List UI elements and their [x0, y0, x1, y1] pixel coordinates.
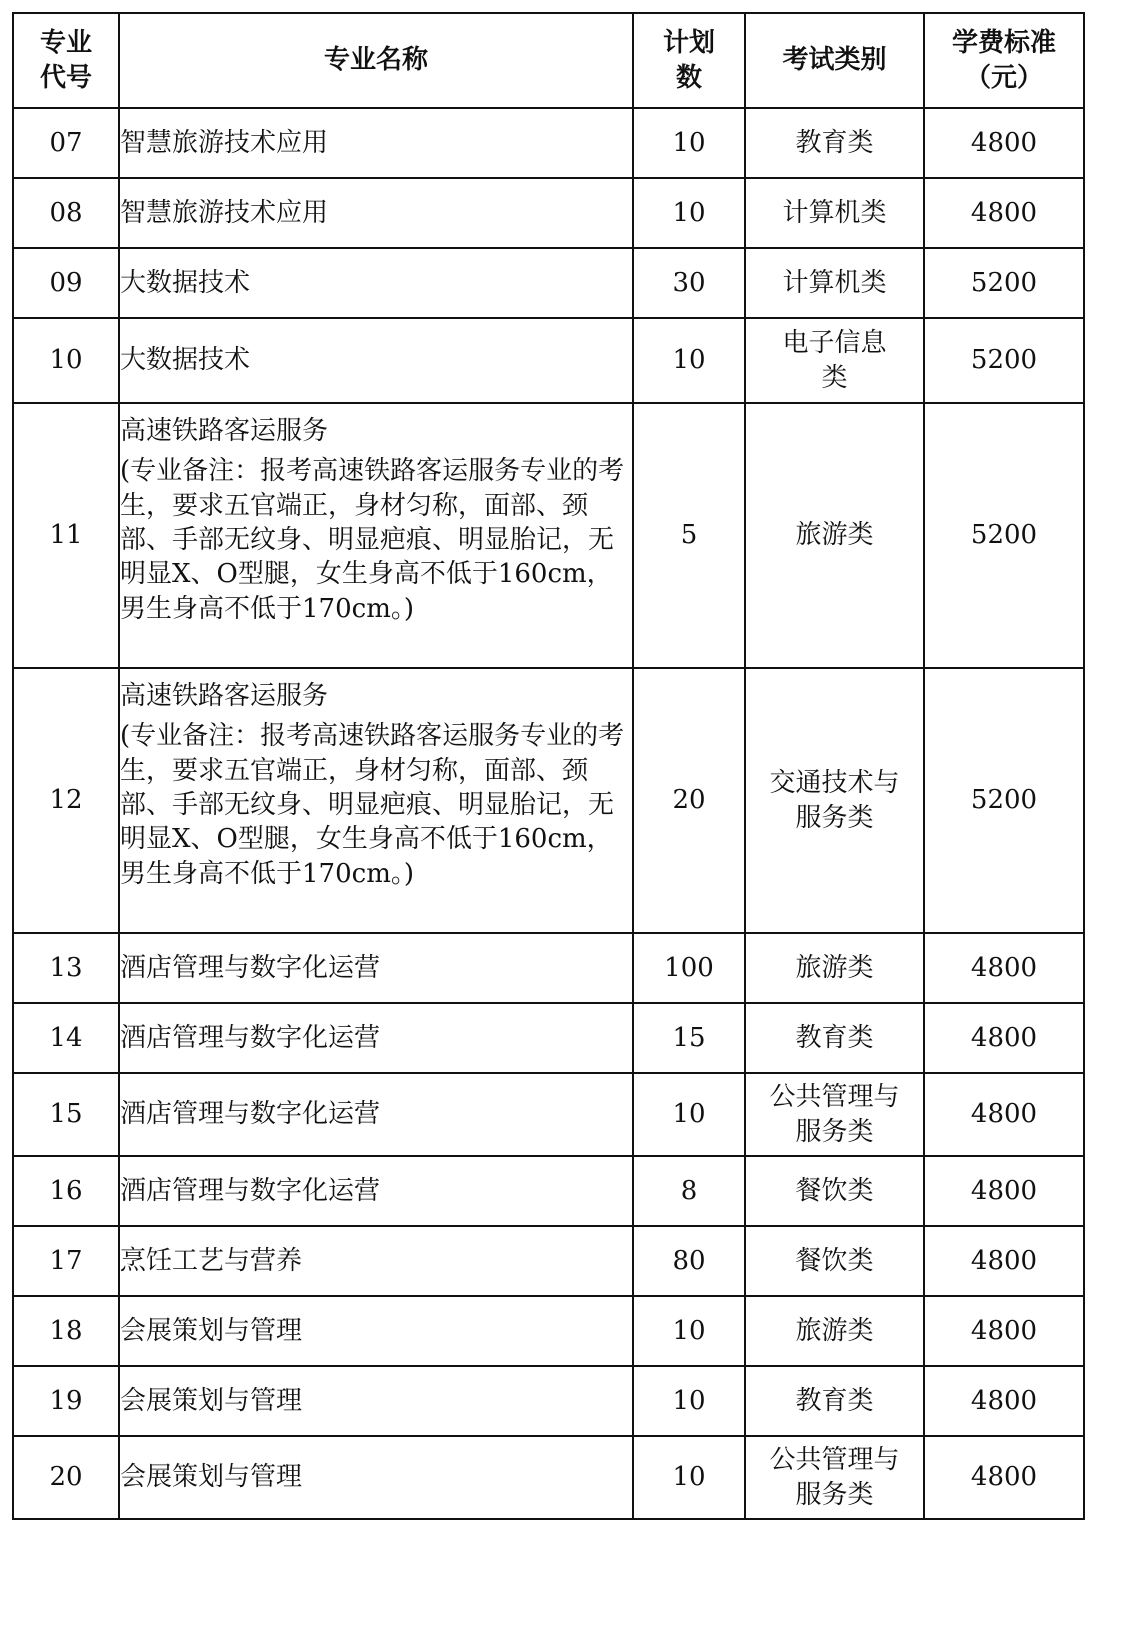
cell-code: [13, 178, 119, 248]
cell-plan: [633, 1226, 745, 1296]
header-tuition: 学费标准 （元）: [924, 13, 1084, 108]
cell-major-name: [119, 1296, 633, 1366]
exam-category-line: 电子信息: [782, 328, 887, 359]
exam-category: [769, 766, 899, 835]
major-note: (专业备注：报考高速铁路客运服务专业的考生，要求五官端正，身材匀称，面部、颈部、手部无纹身、明显疤痕、明显胎记，无明显X、O型腿，女生身高不低于160cm，男生身高不低于170cm。): [120, 721, 625, 889]
cell-plan: [633, 668, 745, 933]
exam-category-line: 教育类: [795, 1385, 874, 1416]
exam-category: [795, 518, 873, 552]
cell-tuition: [924, 318, 1084, 403]
cell-tuition: [924, 108, 1084, 178]
exam-category: [795, 1174, 873, 1208]
table-row: [13, 668, 1084, 933]
tuition-fee: 5200: [970, 267, 1038, 298]
major-code: 13: [49, 952, 83, 983]
tuition-fee: 4800: [970, 1175, 1038, 1206]
exam-category-line: 教育类: [795, 127, 874, 158]
cell-major-name: [119, 933, 633, 1003]
cell-tuition: [924, 1156, 1084, 1226]
tuition-fee: 4800: [970, 1385, 1038, 1416]
cell-plan: [633, 108, 745, 178]
table-row: [13, 318, 1084, 403]
cell-plan: [633, 1156, 745, 1226]
cell-major-name: [119, 668, 633, 933]
table-row: [13, 933, 1084, 1003]
header-exam-category: 考试类别: [745, 13, 924, 108]
table-row: [13, 1296, 1084, 1366]
exam-category-line: 旅游类: [795, 952, 874, 983]
table-row: [13, 403, 1084, 668]
cell-code: [13, 1366, 119, 1436]
cell-category: [745, 1296, 924, 1366]
exam-category: [795, 126, 873, 160]
table-row: [13, 1073, 1084, 1156]
cell-major-name: [119, 1156, 633, 1226]
exam-category-line: 餐饮类: [795, 1175, 874, 1206]
cell-tuition: [924, 1073, 1084, 1156]
plan-count: 10: [672, 1315, 706, 1346]
cell-category: [745, 1366, 924, 1436]
tuition-fee: 5200: [970, 345, 1038, 376]
major-code: 07: [49, 127, 83, 158]
cell-tuition: [924, 248, 1084, 318]
major-code: 14: [49, 1022, 83, 1053]
plan-count: 10: [672, 127, 706, 158]
cell-major-name: [119, 1366, 633, 1436]
cell-tuition: [924, 1436, 1084, 1519]
cell-plan: [633, 1003, 745, 1073]
cell-tuition: [924, 403, 1084, 668]
cell-tuition: [924, 933, 1084, 1003]
exam-category-line: 旅游类: [795, 1315, 874, 1346]
cell-category: [745, 318, 924, 403]
tuition-fee: 4800: [970, 197, 1038, 228]
cell-category: [745, 1436, 924, 1519]
major-name: 会展策划与管理: [120, 1385, 303, 1416]
major-name: 烹饪工艺与营养: [120, 1245, 303, 1276]
tuition-fee: 4800: [970, 952, 1038, 983]
cell-code: [13, 403, 119, 668]
exam-category: [795, 951, 873, 985]
major-code: 09: [49, 267, 83, 298]
cell-plan: [633, 933, 745, 1003]
major-name: 酒店管理与数字化运营: [120, 1022, 381, 1053]
tuition-fee: 5200: [970, 785, 1038, 816]
cell-code: [13, 248, 119, 318]
table-row: [13, 248, 1084, 318]
cell-code: [13, 1226, 119, 1296]
major-name: 酒店管理与数字化运营: [120, 1099, 381, 1130]
major-name: 酒店管理与数字化运营: [120, 952, 381, 983]
plan-count: 100: [664, 952, 714, 983]
table-row: [13, 1436, 1084, 1519]
cell-category: [745, 403, 924, 668]
cell-plan: [633, 1073, 745, 1156]
cell-code: [13, 933, 119, 1003]
cell-category: [745, 1226, 924, 1296]
exam-category-line: 服务类: [795, 1479, 874, 1510]
tuition-fee: 4800: [970, 1099, 1038, 1130]
table-row: [13, 1226, 1084, 1296]
major-name: 大数据技术: [120, 345, 251, 376]
plan-count: 10: [672, 1385, 706, 1416]
major-name: 智慧旅游技术应用: [120, 127, 329, 158]
cell-tuition: [924, 1226, 1084, 1296]
exam-category-line: 交通技术与: [769, 768, 900, 799]
cell-tuition: [924, 1296, 1084, 1366]
plan-count: 10: [672, 1462, 706, 1493]
major-name: 会展策划与管理: [120, 1315, 303, 1346]
exam-category: [769, 1080, 899, 1149]
cell-major-name: [119, 248, 633, 318]
plan-count: 80: [672, 1245, 706, 1276]
exam-category-line: 旅游类: [795, 520, 874, 551]
cell-major-name: [119, 1073, 633, 1156]
major-code: 12: [49, 785, 83, 816]
plan-count: 8: [680, 1175, 698, 1206]
major-code: 10: [49, 345, 83, 376]
cell-tuition: [924, 1003, 1084, 1073]
plan-count: 20: [672, 785, 706, 816]
table-row: [13, 178, 1084, 248]
tuition-fee: 4800: [970, 1245, 1038, 1276]
exam-category: [795, 1314, 873, 1348]
cell-major-name: [119, 403, 633, 668]
cell-category: [745, 1156, 924, 1226]
cell-plan: [633, 178, 745, 248]
cell-plan: [633, 1436, 745, 1519]
table-row: [13, 1156, 1084, 1226]
cell-major-name: [119, 108, 633, 178]
exam-category: [795, 1244, 873, 1278]
exam-category: [769, 1443, 899, 1512]
major-name: 智慧旅游技术应用: [120, 197, 329, 228]
plan-count: 30: [672, 267, 706, 298]
cell-code: [13, 1296, 119, 1366]
exam-category: [782, 196, 886, 230]
cell-major-name: [119, 318, 633, 403]
tuition-fee: 4800: [970, 127, 1038, 158]
tuition-fee: 4800: [970, 1022, 1038, 1053]
major-code: 19: [49, 1385, 83, 1416]
exam-category-line: 服务类: [795, 1116, 874, 1147]
header-row: [13, 13, 1084, 108]
exam-category-line: 教育类: [795, 1022, 874, 1053]
exam-category-line: 计算机类: [782, 197, 887, 228]
cell-category: [745, 1073, 924, 1156]
cell-code: [13, 108, 119, 178]
plan-count: 15: [672, 1022, 706, 1053]
plan-count: 10: [672, 345, 706, 376]
exam-category-line: 公共管理与: [769, 1082, 900, 1113]
cell-major-name: [119, 1226, 633, 1296]
major-name: 会展策划与管理: [120, 1462, 303, 1493]
exam-category: [795, 1384, 873, 1418]
plan-count: 10: [672, 1099, 706, 1130]
cell-code: [13, 318, 119, 403]
major-code: 18: [49, 1315, 83, 1346]
cell-code: [13, 1156, 119, 1226]
tuition-fee: 4800: [970, 1462, 1038, 1493]
exam-category: [782, 326, 886, 395]
exam-category-line: 计算机类: [782, 267, 887, 298]
header-major-name: 专业名称: [119, 13, 633, 108]
major-name: 大数据技术: [120, 267, 251, 298]
cell-major-name: [119, 178, 633, 248]
exam-category-line: 餐饮类: [795, 1245, 874, 1276]
cell-tuition: [924, 1366, 1084, 1436]
exam-category-line: 服务类: [795, 802, 874, 833]
exam-category-line: 类: [821, 362, 848, 393]
table-row: [13, 1003, 1084, 1073]
cell-category: [745, 933, 924, 1003]
cell-tuition: [924, 668, 1084, 933]
header-code: 专业 代号: [13, 13, 119, 108]
cell-plan: [633, 248, 745, 318]
major-name: 高速铁路客运服务: [120, 416, 329, 446]
major-code: 20: [49, 1462, 83, 1493]
table-row: [13, 108, 1084, 178]
cell-tuition: [924, 178, 1084, 248]
cell-plan: [633, 1296, 745, 1366]
enrollment-plan-table: [12, 12, 1085, 1520]
exam-category: [795, 1021, 873, 1055]
cell-plan: [633, 403, 745, 668]
major-code: 08: [49, 197, 83, 228]
plan-count: 10: [672, 197, 706, 228]
major-name: 高速铁路客运服务: [120, 681, 329, 711]
exam-category: [782, 266, 886, 300]
cell-major-name: [119, 1003, 633, 1073]
major-code: 15: [49, 1099, 83, 1130]
cell-code: [13, 668, 119, 933]
major-name: 酒店管理与数字化运营: [120, 1175, 381, 1206]
cell-code: [13, 1003, 119, 1073]
cell-plan: [633, 318, 745, 403]
cell-category: [745, 108, 924, 178]
plan-count: 5: [680, 520, 698, 551]
tuition-fee: 5200: [970, 520, 1038, 551]
exam-category-line: 公共管理与: [769, 1445, 900, 1476]
table-row: [13, 1366, 1084, 1436]
cell-major-name: [119, 1436, 633, 1519]
cell-category: [745, 1003, 924, 1073]
cell-category: [745, 248, 924, 318]
major-note: (专业备注：报考高速铁路客运服务专业的考生，要求五官端正，身材匀称，面部、颈部、手部无纹身、明显疤痕、明显胎记，无明显X、O型腿，女生身高不低于160cm，男生身高不低于170cm。): [120, 456, 625, 624]
cell-plan: [633, 1366, 745, 1436]
cell-code: [13, 1436, 119, 1519]
cell-category: [745, 178, 924, 248]
tuition-fee: 4800: [970, 1315, 1038, 1346]
major-code: 11: [49, 520, 83, 551]
cell-code: [13, 1073, 119, 1156]
cell-category: [745, 668, 924, 933]
header-plan-count: 计划 数: [633, 13, 745, 108]
major-code: 16: [49, 1175, 83, 1206]
major-code: 17: [49, 1245, 83, 1276]
